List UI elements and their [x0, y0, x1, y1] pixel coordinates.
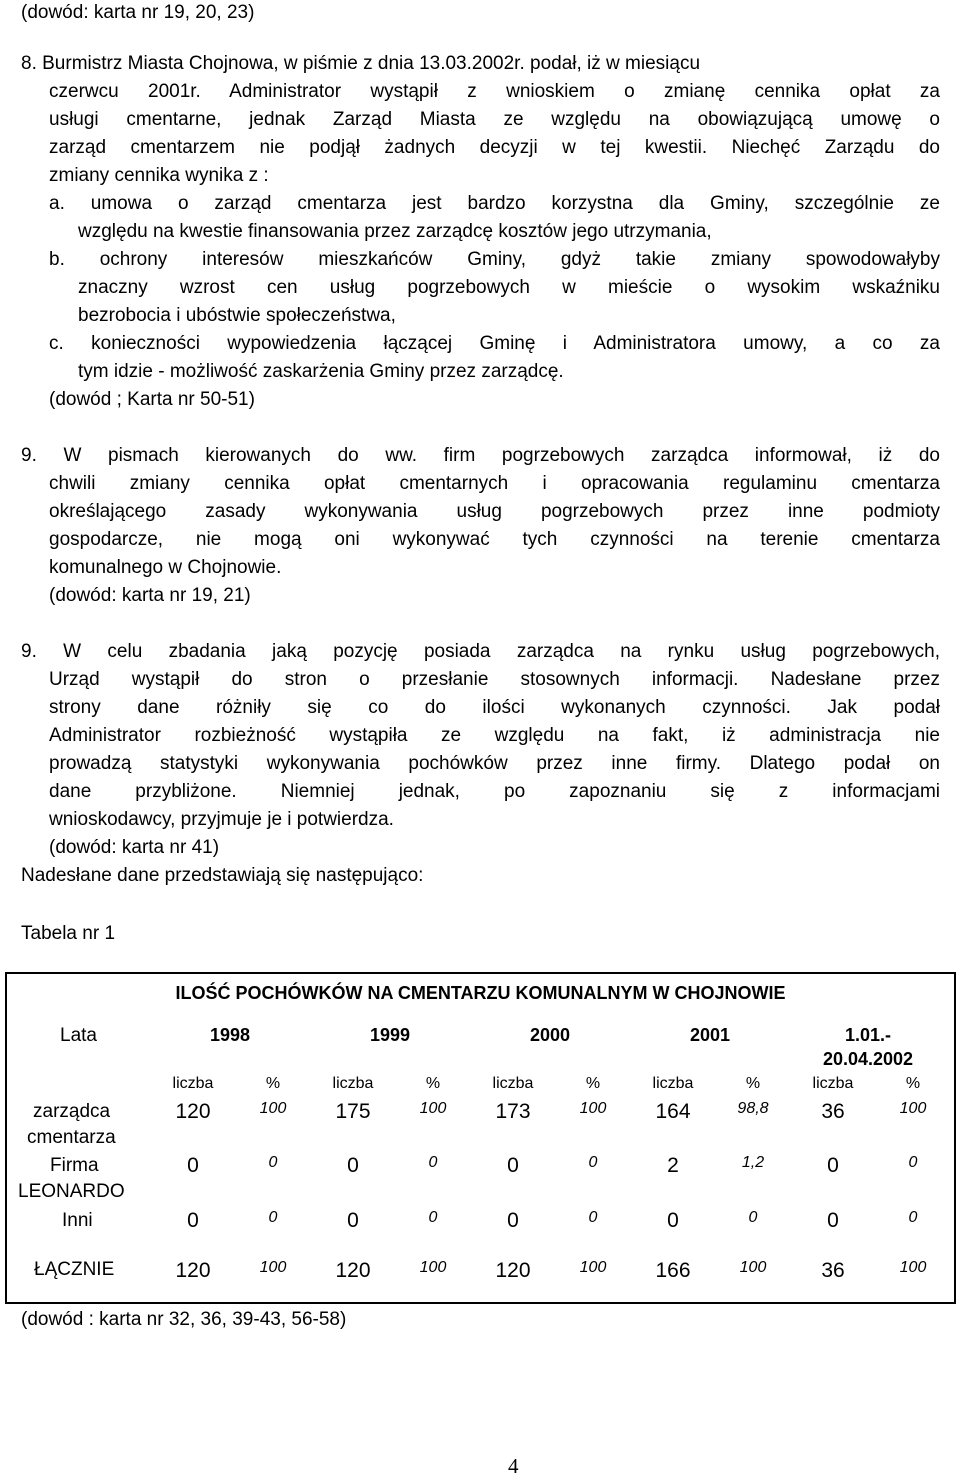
table-cell: 0 [908, 1209, 918, 1226]
table-cell: 100 [419, 1100, 447, 1117]
lata-label: Lata [60, 1025, 97, 1046]
paragraph-9b-line: Urząd wystąpił do stron o przesłanie stosownych informacji. Nadesłane przez [49, 669, 940, 690]
paragraph-9-line: chwili zmiany cennika opłat cmentarnych i opracowania regulaminu cmentarza [49, 473, 940, 494]
paragraph-8-line: czerwcu 2001r. Administrator wystąpił z wnioskiem o zmianę cennika opłat za [49, 81, 940, 102]
table-cell: 0 [507, 1209, 519, 1232]
table-cell: 98,8 [737, 1100, 769, 1117]
paragraph-9-line: 9. W pismach kierowanych do ww. firm pogrzebowych zarządca informował, iż do [21, 445, 940, 466]
year-2002-range-line2: 20.04.2002 [822, 1049, 914, 1069]
table-cell: 0 [268, 1209, 278, 1226]
table-cell: 120 [175, 1100, 211, 1123]
list-item-b-cont: znaczny wzrost cen usług pogrzebowych w mieście o wysokim wskaźniku [78, 277, 940, 298]
subheader-percent: % [265, 1075, 281, 1092]
table-cell: 100 [259, 1100, 287, 1117]
table-cell: 0 [908, 1154, 918, 1171]
row-label-total: ŁĄCZNIE [34, 1259, 115, 1280]
list-item-c-cont: tym idzie - możliwość zaskarżenia Gminy przez zarządcę. [78, 361, 564, 382]
table-cell: 175 [335, 1100, 371, 1123]
row-label: cmentarza [27, 1127, 116, 1148]
list-item-b-cont: bezrobocia i ubóstwie społeczeństwa, [78, 305, 396, 326]
table-cell: 0 [748, 1209, 758, 1226]
evidence-note: (dowód : karta nr 32, 36, 39-43, 56-58) [21, 1309, 347, 1330]
paragraph-9b-line: strony dane różniły się co do ilości wykonanych czynności. Jak podał [49, 697, 940, 718]
table-cell: 0 [347, 1209, 359, 1232]
paragraph-9b-line: Administrator rozbieżność wystąpiła ze względu na fakt, iż administracja nie [49, 725, 940, 746]
table-cell: 0 [268, 1154, 278, 1171]
table-cell: 120 [335, 1259, 371, 1282]
table-cell: 166 [655, 1259, 691, 1282]
table-cell: 120 [175, 1259, 211, 1282]
table-cell: 0 [588, 1209, 598, 1226]
subheader-liczba: liczba [172, 1075, 214, 1092]
paragraph-9b-line: dane przybliżone. Niemniej jednak, po zapoznaniu się z informacjami [49, 781, 940, 802]
paragraph-9-line: komunalnego w Chojnowie. [49, 557, 282, 578]
table-cell: 164 [655, 1100, 691, 1123]
year-1998: 1998 [209, 1025, 251, 1045]
table-cell: 0 [347, 1154, 359, 1177]
list-item-b: b. ochrony interesów mieszkańców Gminy, gdyż takie zmiany spowodowałyby [49, 249, 940, 270]
evidence-note: (dowód: karta nr 19, 21) [49, 585, 251, 606]
page-number: 4 [508, 1454, 519, 1478]
table-cell: 0 [507, 1154, 519, 1177]
subheader-liczba: liczba [812, 1075, 854, 1092]
table-cell: 100 [579, 1259, 607, 1276]
paragraph-8-line: usługi cmentarne, jednak Zarząd Miasta ze względu na obowiązującą umowę o [49, 109, 940, 130]
table-cell: 120 [495, 1259, 531, 1282]
table-cell: 173 [495, 1100, 531, 1123]
year-2000: 2000 [529, 1025, 571, 1045]
subheader-percent: % [905, 1075, 921, 1092]
row-label: LEONARDO [18, 1181, 125, 1202]
list-item-c: c. konieczności wypowiedzenia łączącej Gminę i Administratora umowy, a co za [49, 333, 940, 354]
data-intro: Nadesłane dane przedstawiają się następująco: [21, 865, 424, 886]
table-cell: 36 [821, 1100, 845, 1123]
paragraph-9b-line: 9. W celu zbadania jaką pozycję posiada zarządca na rynku usług pogrzebowych, [21, 641, 940, 662]
table-cell: 100 [899, 1100, 927, 1117]
table-cell: 36 [821, 1259, 845, 1282]
table-cell: 0 [428, 1154, 438, 1171]
table-cell: 100 [579, 1100, 607, 1117]
table-cell: 100 [419, 1259, 447, 1276]
evidence-note: (dowód: karta nr 41) [49, 837, 220, 858]
year-2001: 2001 [689, 1025, 731, 1045]
subheader-liczba: liczba [492, 1075, 534, 1092]
paragraph-8-line: zmiany cennika wynika z : [49, 165, 269, 186]
burials-table [5, 972, 956, 1304]
table-cell: 100 [739, 1259, 767, 1276]
paragraph-9-line: gospodarcze, nie mogą oni wykonywać tych czynności na terenie cmentarza [49, 529, 940, 550]
subheader-percent: % [425, 1075, 441, 1092]
paragraph-9-line: określającego zasady wykonywania usług pogrzebowych przez inne podmioty [49, 501, 940, 522]
table-cell: 0 [588, 1154, 598, 1171]
table-cell: 0 [827, 1154, 839, 1177]
table-title: ILOŚĆ POCHÓWKÓW NA CMENTARZU KOMUNALNYM W CHOJNOWIE [175, 983, 786, 1003]
subheader-liczba: liczba [332, 1075, 374, 1092]
table-cell: 0 [667, 1209, 679, 1232]
year-1999: 1999 [369, 1025, 411, 1045]
table-cell: 2 [667, 1154, 679, 1177]
paragraph-8-line: 8. Burmistrz Miasta Chojnowa, w piśmie z dnia 13.03.2002r. podał, iż w miesiącu [21, 53, 701, 74]
evidence-note: (dowód ; Karta nr 50-51) [49, 389, 255, 410]
table-cell: 100 [899, 1259, 927, 1276]
subheader-liczba: liczba [652, 1075, 694, 1092]
subheader-percent: % [745, 1075, 761, 1092]
table-cell: 0 [187, 1154, 199, 1177]
row-label: Firma [50, 1155, 99, 1176]
paragraph-9b-line: prowadzą statystyki wykonywania pochówków przez inne firmy. Dlatego podał on [49, 753, 940, 774]
subheader-percent: % [585, 1075, 601, 1092]
row-label: zarządca [33, 1101, 111, 1122]
table-cell: 100 [259, 1259, 287, 1276]
list-item-a-cont: względu na kwestie finansowania przez zarządcę kosztów jego utrzymania, [78, 221, 712, 242]
year-2002-range-line1: 1.01.- [844, 1025, 892, 1045]
evidence-note: (dowód: karta nr 19, 20, 23) [21, 2, 255, 23]
row-label: Inni [62, 1210, 93, 1231]
list-item-a: a. umowa o zarząd cmentarza jest bardzo korzystna dla Gminy, szczególnie ze [49, 193, 940, 214]
table-caption: Tabela nr 1 [21, 923, 116, 944]
paragraph-9b-line: wnioskodawcy, przyjmuje je i potwierdza. [49, 809, 394, 830]
table-cell: 0 [827, 1209, 839, 1232]
table-cell: 0 [187, 1209, 199, 1232]
table-cell: 0 [428, 1209, 438, 1226]
paragraph-8-line: zarząd cmentarzem nie podjął żadnych decyzji w tej kwestii. Niechęć Zarządu do [49, 137, 940, 158]
table-cell: 1,2 [741, 1154, 765, 1171]
